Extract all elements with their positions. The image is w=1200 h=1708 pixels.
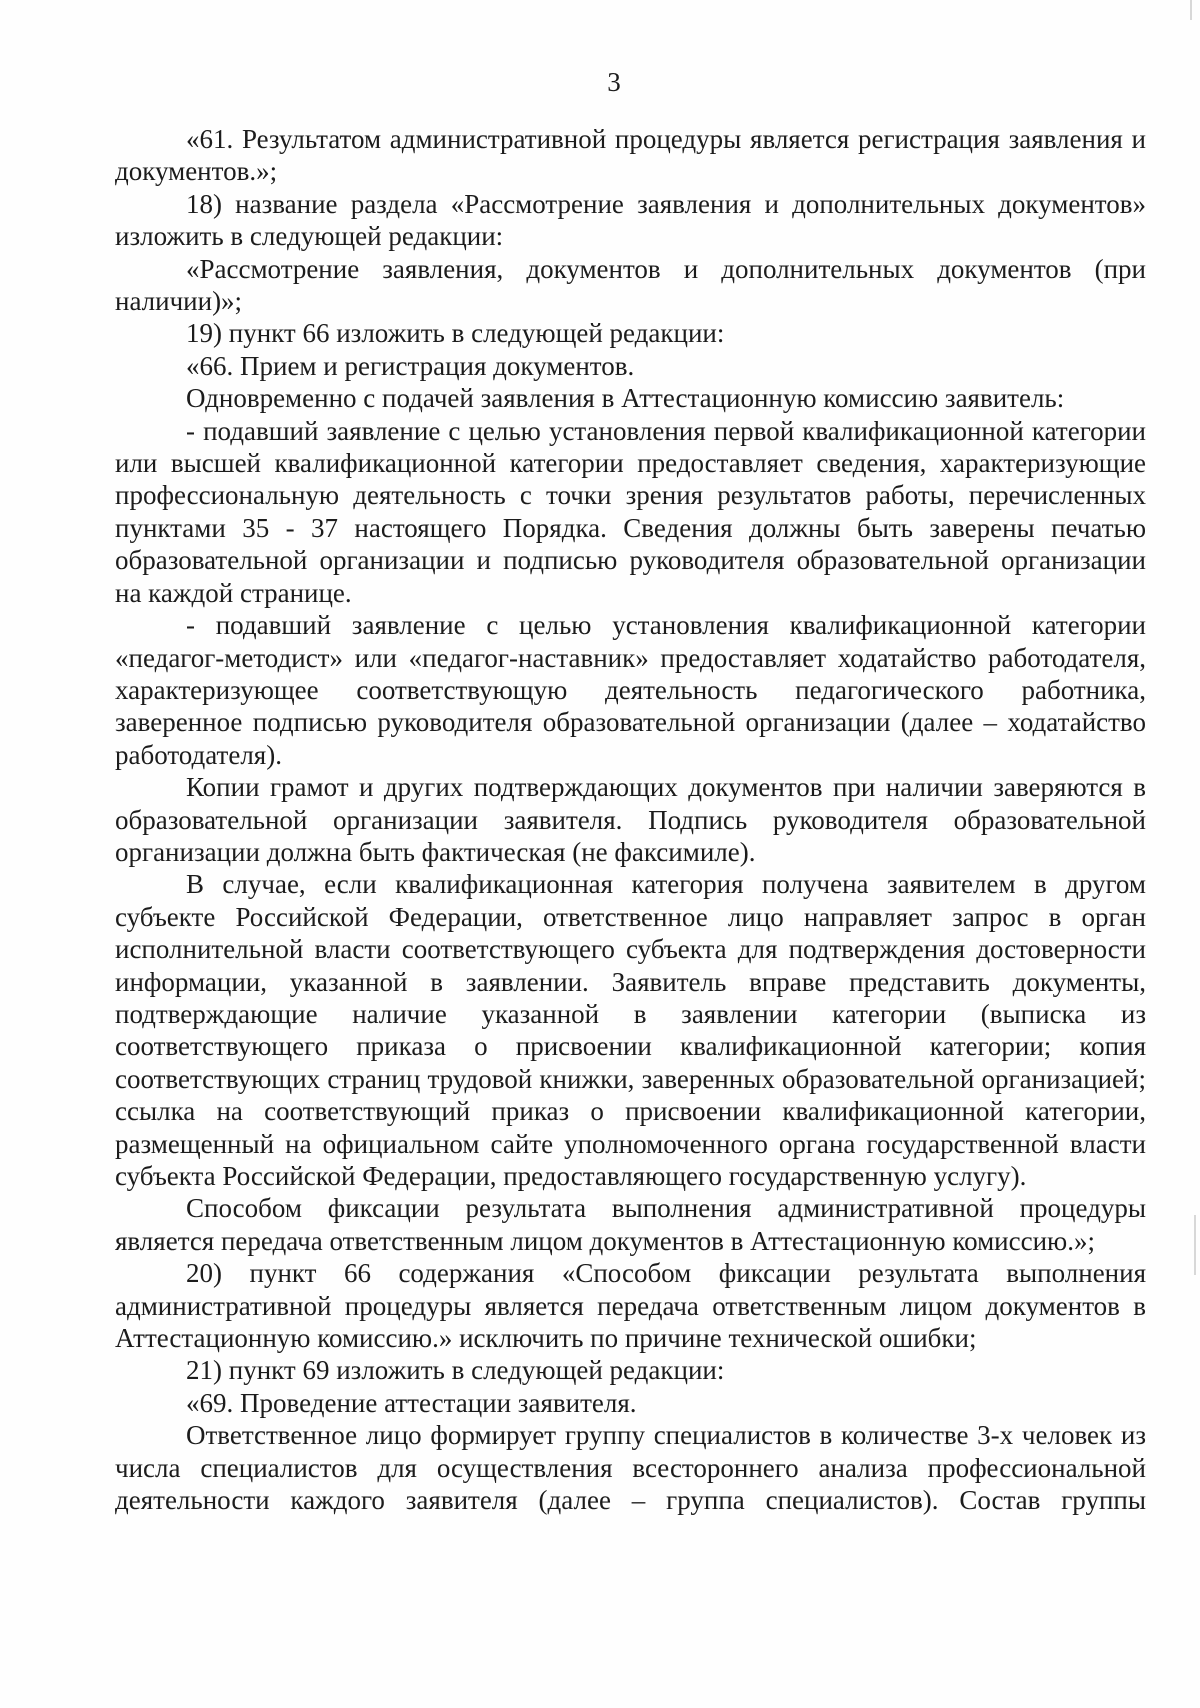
paragraph-methodist-category: - подавший заявление с целью установления квалификационной категории «педагог-методист» или «педагог-наставник» предоставляет ходатайство работодателя, характеризующее соответствующую деятельность педагогического работника, заверенное подписью руководителя образовательной организации (далее – ходатайство работодателя). [115,610,1146,770]
paragraph-66-title: «66. Прием и регистрация документов. [186,350,635,381]
paragraph-other-region: В случае, если квалификационная категория получена заявителем в другом субъекте Российской Федерации, ответственное лицо направляет запрос в орган исполнительной власти соответствующего субъекта для подтверждения достоверности информации, указанной в заявлении. Заявитель вправе представить документы, подтверждающие наличие указанной в заявлении категории (выписка из соответствующего приказа о присвоении квалификационной категории; копия соответствующих страниц трудовой книжки, заверенных образовательной организацией; ссылка на соответствующий приказ о присвоении квалификационной категории, размещенный на официальном сайте уполномоченного органа государственной власти субъекта Российской Федерации, предоставляющего государственную услугу). [115,869,1146,1191]
scan-edge-mark-top [1190,0,1192,20]
paragraph-item-20: 20) пункт 66 содержания «Способом фиксации результата выполнения административной процедуры является передача ответственным лицом документов в Аттестационную комиссию.» исключить по причине технической ошибки; [115,1258,1146,1354]
paragraph-item-18: 18) название раздела «Рассмотрение заявления и дополнительных документов» изложить в следующей редакции: [115,188,1146,252]
paragraph-simultaneously: Одновременно с подачей заявления в Аттестационную комиссию заявитель: [186,383,1065,414]
document-body [115,123,1146,1516]
paragraph-fixation: Способом фиксации результата выполнения административной процедуры является передача ответственным лицом документов в Аттестационную комиссию.»; [115,1193,1146,1256]
paragraph-copies: Копии грамот и других подтверждающих документов при наличии заверяются в образовательной организации заявителя. Подпись руководителя образовательной организации должна быть фактическая (не факсимиле). [115,772,1146,867]
paragraph-61-result: «61. Результатом административной процедуры является регистрация заявления и документов.»; [115,124,1146,187]
paragraph-69-title: «69. Проведение аттестации заявителя. [186,1387,637,1418]
paragraph-first-category: - подавший заявление с целью установления первой квалификационной категории или высшей квалификационной категории предоставляет сведения, характеризующие профессиональную деятельность с точки зрения результатов работы, перечисленных пунктами 35 - 37 настоящего Порядка. Сведения должны быть заверены печатью образовательной организации и подписью руководителя образовательной организации на каждой странице. [115,415,1146,608]
paragraph-specialists-group: Ответственное лицо формирует группу специалистов в количестве 3-х человек из числа специалистов для осуществления всестороннего анализа профессиональной деятельности каждого заявителя (далее – группа специалистов). Состав группы [115,1420,1146,1516]
paragraph-section-title: «Рассмотрение заявления, документов и дополнительных документов (при наличии)»; [115,253,1146,317]
paragraph-item-19: 19) пункт 66 изложить в следующей редакции: [186,318,725,349]
paragraph-item-21: 21) пункт 69 изложить в следующей редакции: [186,1355,725,1386]
page-number: 3 [607,67,621,97]
scan-edge-mark-right [1194,1215,1196,1275]
